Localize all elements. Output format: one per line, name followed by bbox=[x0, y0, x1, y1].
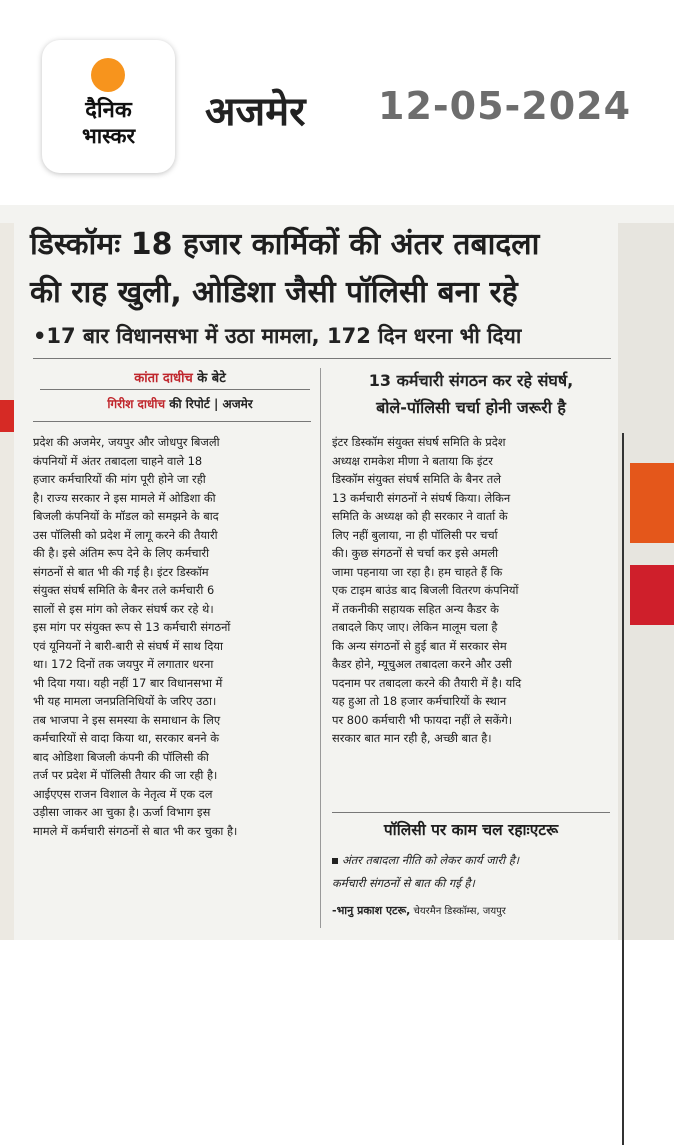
byline-line1 bbox=[40, 368, 320, 386]
quote-line1 bbox=[332, 853, 610, 868]
text-line: तर्ज पर प्रदेश में पॉलिसी तैयार की जा रही है। bbox=[33, 768, 218, 782]
text-line: बिजली कंपनियों के मॉडल को समझने के बाद bbox=[33, 509, 219, 523]
text-line: कर्मचारियों से वादा किया था, सरकार बनने के bbox=[33, 731, 219, 745]
quote-signature bbox=[332, 903, 506, 918]
text-line: एवं यूनियनों ने बारी-बारी से संघर्ष में साथ दिया bbox=[33, 638, 223, 653]
text-line: डिस्कॉम संयुक्त संघर्ष समिति के बैनर तले bbox=[332, 472, 501, 486]
divider bbox=[33, 358, 611, 359]
text-line: जामा पहनाया जा रहा है। हम चाहते हैं कि bbox=[332, 564, 503, 579]
text-line: की। कुछ संगठनों से चर्चा कर इसे अमली bbox=[332, 546, 499, 560]
text-line: तब भाजपा ने इस समस्या के समाधान के लिए bbox=[33, 712, 221, 727]
text-line: बाद ओडिशा बिजली कंपनी की पॉलिसी की bbox=[33, 749, 209, 764]
dainik-bhaskar-logo bbox=[42, 40, 175, 173]
signature-name: -भानु प्रकाश एटरू, bbox=[332, 904, 411, 917]
text-line: भी दिया गया। यही नहीं 17 बार विधानसभा में bbox=[33, 675, 223, 690]
text-line: कि अन्य संगठनों से हुई बात में सरकार सेम bbox=[332, 638, 507, 653]
text-line: की है। इसे अंतिम रूप देने के लिए कर्मचारी bbox=[33, 546, 210, 560]
subheadline: •17 बार विधानसभा में उठा मामला, 172 दिन धरना भी दिया bbox=[33, 324, 522, 348]
text-line: तबादले किए जाए। लेकिन मालूम चला है bbox=[332, 620, 498, 634]
text-line: पर 800 कर्मचारी भी फायदा नहीं ले सकेंगे। bbox=[332, 712, 513, 727]
text-line: कंपनियों में अंतर तबादला चाहने वाले 18 bbox=[33, 453, 203, 468]
logo-text-line2: भास्कर bbox=[81, 124, 136, 148]
column-separator bbox=[320, 368, 321, 928]
bullet-icon bbox=[332, 858, 338, 864]
text-line: भी यह मामला जनप्रतिनिधियों के जरिए उठा। bbox=[33, 694, 217, 708]
text-line: उस पॉलिसी को प्रदेश में लागू करने की तैयारी bbox=[33, 527, 218, 542]
text-line: पदनाम पर तबादला करने की तैयारी में है। यदि bbox=[332, 675, 522, 690]
text-line: था। 172 दिनों तक जयपुर में लगातार धरना bbox=[33, 657, 214, 671]
byline-rest2: की रिपोर्ट | अजमेर bbox=[165, 397, 253, 411]
text-line: समिति के अध्यक्ष को ही सरकार ने वार्ता के bbox=[332, 509, 508, 523]
box-top-divider bbox=[332, 812, 610, 813]
side-headline-line2: बोले-पॉलिसी चर्चा होनी जरूरी है bbox=[376, 398, 566, 417]
text-line: हजार कर्मचारियों की मांग पूरी होने जा रही bbox=[33, 472, 206, 486]
byline-name1: कांता दाधीच bbox=[134, 371, 193, 386]
headline-line2: की राह खुली, ओडिशा जैसी पॉलिसी बना रहे bbox=[30, 275, 518, 310]
text-line: संयुक्त संघर्ष समिति के बैनर तले कर्मचारी 6 bbox=[33, 583, 215, 597]
text-line: इस मांग पर संयुक्त रूप से 13 कर्मचारी संगठनों bbox=[33, 620, 231, 634]
header bbox=[0, 0, 674, 205]
text-line: सालों से इस मांग को लेकर संघर्ष कर रहे थे। bbox=[33, 601, 214, 616]
right-orange-block bbox=[630, 463, 674, 543]
quote-text1: अंतर तबादला नीति को लेकर कार्य जारी है। bbox=[342, 853, 520, 867]
side-headline-line1: 13 कर्मचारी संगठन कर रहे संघर्ष, bbox=[368, 371, 574, 390]
signature-title: चेयरमैन डिस्कॉम्स, जयपुर bbox=[410, 906, 506, 917]
left-margin-strip bbox=[0, 223, 14, 940]
text-line: संगठनों से बात भी की गई है। इंटर डिस्कॉम bbox=[33, 564, 209, 579]
text-line: एक टाइम बाउंड बाद बिजली वितरण कंपनियों bbox=[332, 583, 519, 597]
byline-divider bbox=[40, 389, 310, 390]
text-line: उड़ीसा जाकर आ चुका है। ऊर्जा विभाग इस bbox=[33, 805, 211, 819]
right-column-border bbox=[622, 433, 624, 1145]
text-line: है। राज्य सरकार ने इस मामले में ओडिशा की bbox=[33, 490, 216, 505]
text-line: इंटर डिस्कॉम संयुक्त संघर्ष समिति के प्रदेश bbox=[332, 435, 506, 449]
right-column-text bbox=[332, 433, 610, 748]
text-line: 13 कर्मचारी संगठनों ने संघर्ष किया। लेकिन bbox=[332, 490, 511, 505]
text-line: मामले में कर्मचारी संगठनों से बात भी कर चुका है। bbox=[33, 823, 238, 838]
right-red-block bbox=[630, 565, 674, 625]
logo-text-line1: दैनिक bbox=[85, 98, 132, 123]
text-line: में तकनीकी सहायक सहित अन्य कैडर के bbox=[332, 601, 499, 616]
byline-bottom-divider bbox=[33, 421, 311, 422]
quote-line2: कर्मचारी संगठनों से बात की गई है। bbox=[332, 876, 475, 890]
text-line: प्रदेश की अजमेर, जयपुर और जोधपुर बिजली bbox=[33, 435, 220, 449]
byline-name2: गिरीश दाधीच bbox=[107, 397, 166, 411]
text-line: कैडर होने, म्यूचुअल तबादला करने और उसी bbox=[332, 657, 512, 671]
left-red-mark bbox=[0, 400, 14, 432]
text-line: अध्यक्ष रामकेश मीणा ने बताया कि इंटर bbox=[332, 453, 493, 468]
text-line: सरकार बात मान रही है, अच्छी बात है। bbox=[332, 731, 492, 745]
text-line: लिए नहीं बुलाया, ना ही पॉलिसी पर चर्चा bbox=[332, 527, 498, 542]
headline-line1: डिस्कॉमः 18 हजार कार्मिकों की अंतर तबादला bbox=[30, 227, 540, 262]
date-label: 12-05-2024 bbox=[378, 84, 632, 128]
text-line: आईएएस राजन विशाल के नेतृत्व में एक दल bbox=[33, 786, 213, 801]
left-column-text bbox=[33, 433, 309, 840]
city-label: अजमेर bbox=[205, 89, 306, 135]
sun-icon bbox=[91, 58, 125, 92]
box-headline: पॉलिसी पर काम चल रहाःएटरू bbox=[383, 821, 559, 839]
byline-rest1: के बेटे bbox=[192, 371, 226, 386]
byline-line2 bbox=[40, 395, 320, 412]
text-line: यह हुआ तो 18 हजार कर्मचारियों के स्थान bbox=[332, 694, 507, 708]
